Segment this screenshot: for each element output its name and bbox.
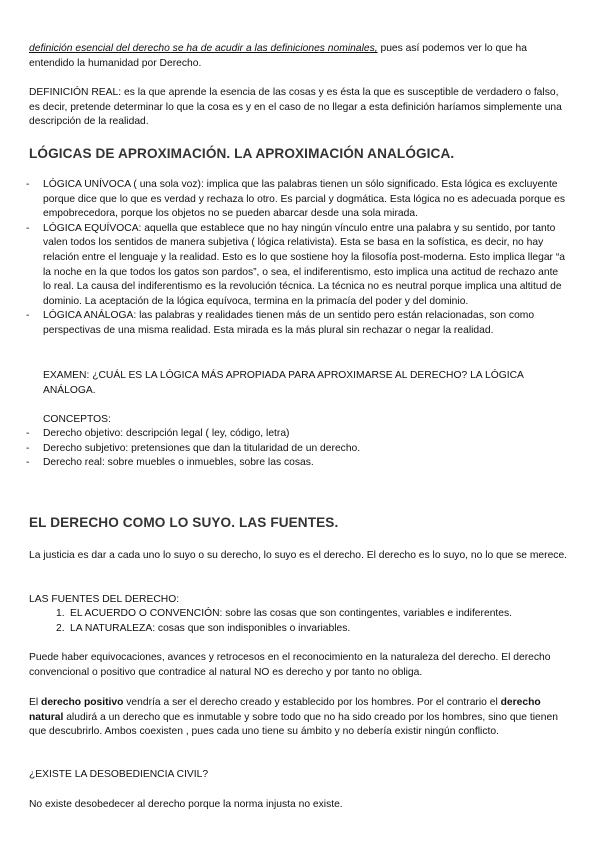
text-fragment: aludirá a un derecho que es inmutable y sobre todo que no ha sido creado por los hombres, sino que tienen que descubrirlo. Ambos coexisten , pues cada uno tiene su ámbito y no debería existir ningún conflicto. [29, 711, 558, 738]
fuentes-list [56, 607, 566, 636]
list-item-logica-analoga [26, 309, 569, 338]
derecho-positivo-bold: derecho positivo [41, 697, 124, 708]
derecho-natural-bold: derecho natural [29, 697, 541, 723]
list-item-concepto [26, 456, 569, 471]
list-item-text: Derecho subjetivo: pretensiones que dan la titularidad de un derecho. [43, 442, 361, 454]
number-marker: 2. [56, 622, 65, 634]
dash-marker: - [26, 222, 30, 234]
dash-marker: - [26, 428, 30, 439]
intro-paragraph [29, 42, 569, 71]
logicas-list [26, 178, 569, 339]
dash-marker: - [26, 179, 30, 190]
number-marker: 1. [56, 608, 65, 619]
fuentes-title: LAS FUENTES DEL DERECHO: [29, 594, 180, 605]
list-item-text: Derecho objetivo: descripción legal ( ley, código, letra) [43, 428, 290, 439]
list-item-logica-univoca [26, 178, 569, 222]
list-item-text: Derecho real: sobre muebles o inmuebles, sobre las cosas. [43, 457, 314, 469]
list-item-text: LÓGICA EQUÍVOCA: aquella que establece que no hay ningún vínculo entre una palabra y su sentido, por tanto valen todos los sentidos de manera subjetiva ( lógica relativista). Esta se basa en la sofística, es decir, no hay relación entre el lenguaje y la realidad. Esto es lo que sostiene hoy la filosofía post-moderna. Esto implica llegar “a la noche en la que todos los gatos son pardos”, o sea, el indiferentismo, esto implica una actitud de rechazo ante lo real. La causa del indiferentismo es la revolución técnica. La técnica no es neutral porque implica una altitud de dominio. La aceptación de la lógica equívoca, termina en la primacía del poder y del dominio. [43, 222, 565, 307]
list-item-text: LA NATURALEZA: cosas que son indisponibles o invariables. [70, 622, 351, 634]
text-fragment: El [29, 697, 42, 708]
list-item-text: LÓGICA ANÁLOGA: las palabras y realidades tienen más de un sentido pero están relacionadas, son como perspectivas de una misma realidad. Esta mirada es la más plural sin rechazar o negar la realidad. [43, 310, 535, 336]
list-item-fuente [56, 607, 566, 622]
conceptos-title: CONCEPTOS: [43, 414, 111, 425]
examen-paragraph: EXAMEN: ¿CUÁL ES LA LÓGICA MÁS APROPIADA PARA APROXIMARSE AL DERECHO? LA LÓGICA ANÁLOGA. [43, 370, 524, 396]
list-item-concepto [26, 427, 569, 442]
definicion-real-paragraph: DEFINICIÓN REAL: es la que aprende la esencia de las cosas y es ésta la que es susceptible de verdadero o falso, es decir, pretende determinar lo que la cosa es y en el caso de no llegar a esta definición haríamos simplemente una descripción de la realidad. [29, 87, 562, 128]
dash-marker: - [26, 442, 30, 454]
desobediencia-question: ¿EXISTE LA DESOBEDIENCIA CIVIL? [29, 769, 209, 780]
equivocaciones-paragraph: Puede haber equivocaciones, avances y retrocesos en el reconocimiento en la naturaleza del derecho. El derecho convencional o positivo que contradice al natural NO es derecho y por tanto no obliga. [29, 652, 551, 678]
list-item-text: LÓGICA UNÍVOCA ( una sola voz): implica que las palabras tienen un sólo significado. Esta lógica es excluyente porque dice que lo que es verdad y rechaza lo otro. Es parcial y dogmática. Esta lógica no es adecuada porque es empobrecedora, porque los objetos no se pueden abarcar desde una sola mirada. [43, 179, 566, 220]
intro-rest: pues así podemos ver lo que ha entendido la humanidad por Derecho. [29, 43, 528, 69]
positivo-natural-paragraph [29, 696, 569, 740]
text-fragment: vendría a ser el derecho creado y establecido por los hombres. Por el contrario el [123, 697, 501, 708]
list-item-text: EL ACUERDO O CONVENCIÓN: sobre las cosas que son contingentes, variables e indiferentes. [70, 608, 513, 619]
heading-derecho-suyo: EL DERECHO COMO LO SUYO. LAS FUENTES. [29, 515, 339, 530]
heading-logicas: LÓGICAS DE APROXIMACIÓN. LA APROXIMACIÓN ANALÓGICA. [29, 146, 455, 161]
intro-emphasis: definición esencial del derecho se ha de acudir a las definiciones nominales, [29, 43, 378, 54]
dash-marker: - [26, 310, 30, 322]
conceptos-list [26, 427, 569, 471]
list-item-concepto [26, 442, 569, 457]
justicia-paragraph: La justicia es dar a cada uno lo suyo o su derecho, lo suyo es el derecho. El derecho es lo suyo, no lo que se merece. [29, 550, 568, 561]
desobediencia-answer: No existe desobedecer al derecho porque la norma injusta no existe. [29, 799, 343, 810]
dash-marker: - [26, 457, 30, 469]
list-item-logica-equivoca [26, 222, 569, 310]
list-item-fuente [56, 622, 566, 637]
